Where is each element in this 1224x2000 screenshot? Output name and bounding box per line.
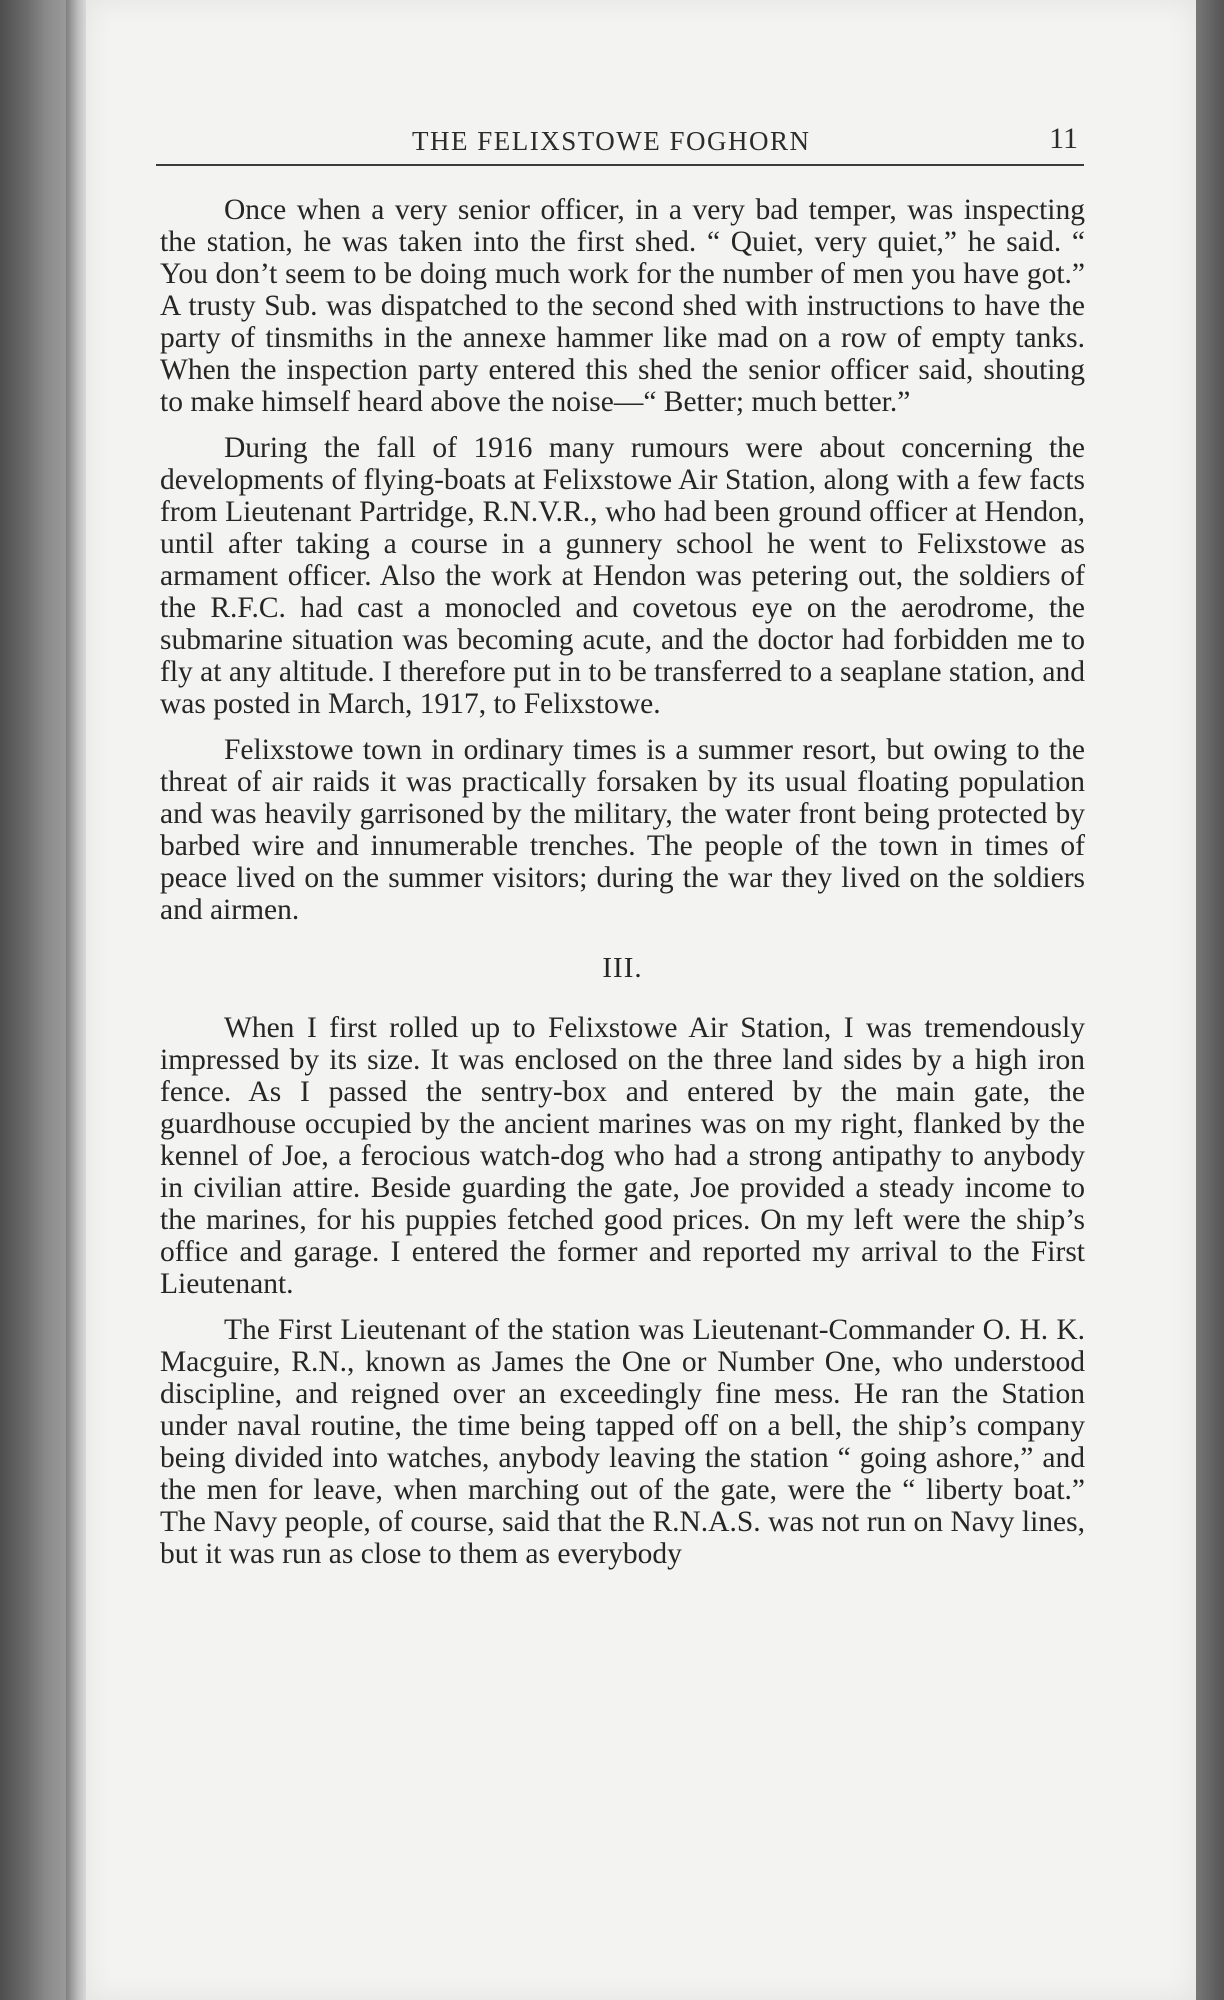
paragraph: The First Lieutenant of the station was Lieutenant-Commander O. H. K. Macguire, R.N., known as James the One or Number One, who understood discipline, and reigned over an exceedingly fine mess. He ran the Station under naval routine, the time being tapped off on a bell, the ship’s company being divided into watches, anybody leaving the station “ going ashore,” and the men for leave, when marching out of the gate, were the “ liberty boat.” The Navy people, of course, said that the R.N.A.S. was not run on Navy lines, but it was run as close to them as everybody xyxy=(160,1314,1085,1570)
header-rule xyxy=(156,164,1084,166)
article-body xyxy=(160,194,1085,1584)
running-header xyxy=(156,120,1084,166)
paragraph: Once when a very senior officer, in a very bad temper, was inspecting the station, he was taken into the first shed. “ Quiet, very quiet,” he said. “ You don’t seem to be doing much work for the number of men you have got.” A trusty Sub. was dispatched to the second shed with instructions to have the party of tinsmiths in the annexe hammer like mad on a row of empty tanks. When the inspection party entered this shed the senior officer said, shouting to make himself heard above the noise—“ Better; much better.” xyxy=(160,194,1085,418)
paragraph: During the fall of 1916 many rumours were about concerning the developments of flying-boats at Felixstowe Air Station, along with a few facts from Lieutenant Partridge, R.N.V.R., who had been ground officer at Hendon, until after taking a course in a gunnery school he went to Felixstowe as armament officer. Also the work at Hendon was petering out, the soldiers of the R.F.C. had cast a monocled and covetous eye on the aerodrome, the submarine situation was becoming acute, and the doctor had forbidden me to fly at any altitude. I therefore put in to be transferred to a seaplane station, and was posted in March, 1917, to Felixstowe. xyxy=(160,432,1085,720)
scan-right-edge xyxy=(1196,0,1224,2000)
running-title: THE FELIXSTOWE FOGHORN xyxy=(412,126,811,156)
page-gutter xyxy=(66,0,86,2000)
page-number: 11 xyxy=(1049,122,1078,155)
section-heading: III. xyxy=(602,952,643,984)
book-binding-shadow xyxy=(0,0,66,2000)
paragraph: Felixstowe town in ordinary times is a summer resort, but owing to the threat of air raids it was practically forsaken by its usual floating population and was heavily garrisoned by the military, the water front being protected by barbed wire and innumerable trenches. The people of the town in times of peace lived on the summer visitors; during the war they lived on the soldiers and airmen. xyxy=(160,734,1085,926)
paragraph: When I first rolled up to Felixstowe Air Station, I was tremendously impressed by its size. It was enclosed on the three land sides by a high iron fence. As I passed the sentry-box and entered by the main gate, the guardhouse occupied by the ancient marines was on my right, flanked by the kennel of Joe, a ferocious watch-dog who had a strong antipathy to anybody in civilian attire. Beside guarding the gate, Joe provided a steady income to the marines, for his puppies fetched good prices. On my left were the ship’s office and garage. I entered the former and reported my arrival to the First Lieutenant. xyxy=(160,1012,1085,1300)
